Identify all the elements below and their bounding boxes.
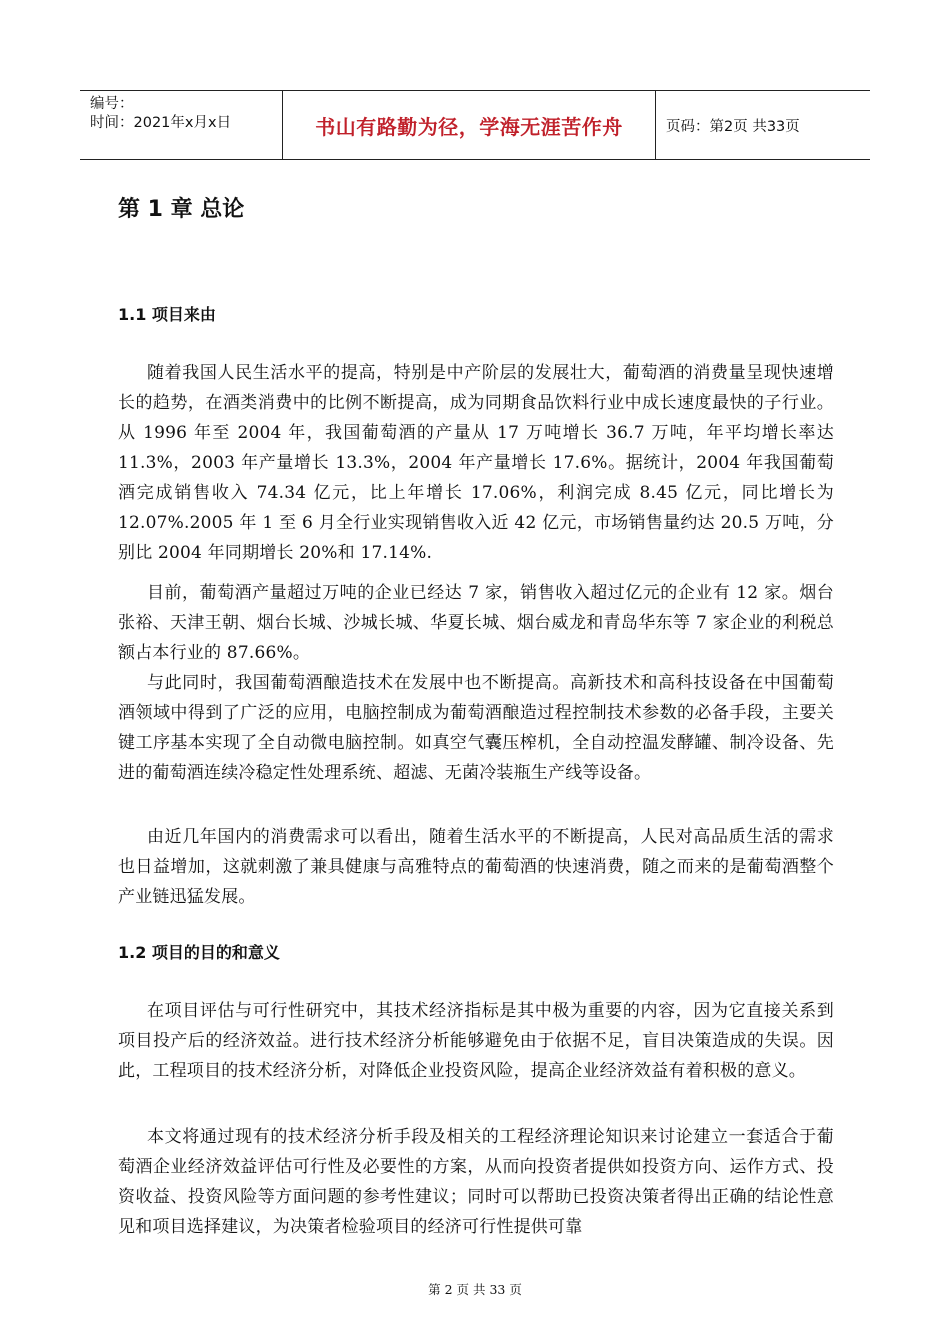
paragraph: 由近几年国内的消费需求可以看出，随着生活水平的不断提高，人民对高品质生活的需求也日益增加，这就刺激了兼具健康与高雅特点的葡萄酒的快速消费，随之而来的是葡萄酒整个产业链迅猛发展。	[118, 827, 834, 907]
paragraph: 目前，葡萄酒产量超过万吨的企业已经达 7 家，销售收入超过亿元的企业有 12 家。烟台张裕、天津王朝、烟台长城、沙城长城、华夏长城、烟台威龙和青岛华东等 7 家企业的利税总额占本行业的 87.66%。	[118, 583, 834, 663]
header-time: 时间：2021年x月x日	[90, 115, 232, 131]
page-footer: 第 2 页 共 33 页	[428, 1282, 522, 1297]
header-page-info: 页码：第2页 共33页	[666, 118, 800, 135]
paragraph: 与此同时，我国葡萄酒酿造技术在发展中也不断提高。高新技术和高科技设备在中国葡萄酒领域中得到了广泛的应用，电脑控制成为葡萄酒酿造过程控制技术参数的必备手段，主要关键工序基本实现了全自动微电脑控制。如真空气囊压榨机，全自动控温发酵罐、制冷设备、先进的葡萄酒连续冷稳定性处理系统、超滤、无菌冷装瓶生产线等设备。	[118, 673, 834, 783]
chapter-title: 第 1 章 总论	[118, 197, 245, 222]
section-heading: 1.1 项目来由	[118, 305, 216, 324]
header-meta	[80, 91, 282, 159]
serial-number: 编号：	[90, 96, 134, 112]
page-header	[80, 90, 870, 160]
paragraph: 随着我国人民生活水平的提高，特别是中产阶层的发展壮大，葡萄酒的消费量呈现快速增长的趋势，在酒类消费中的比例不断提高，成为同期食品饮料行业中成长速度最快的子行业。从 1996 年至 2004 年，我国葡萄酒的产量从 17 万吨增长 36.7 万吨，年平均增长率达 11.3%，2003 年产量增长 13.3%，2004 年产量增长 17.6%。据统计，2004 年我国葡萄酒完成销售收入 74.34 亿元，比上年增长 17.06%，利润完成 8.45 亿元，同比增长为 12.07%.2005 年 1 至 6 月全行业实现销售收入近 42 亿元，市场销售量约达 20.5 万吨，分别比 2004 年同期增长 20%和 17.14%.	[118, 363, 834, 563]
paragraph: 在项目评估与可行性研究中，其技术经济指标是其中极为重要的内容，因为它直接关系到项目投产后的经济效益。进行技术经济分析能够避免由于依据不足，盲目决策造成的失误。因此，工程项目的技术经济分析，对降低企业投资风险，提高企业经济效益有着积极的意义。	[118, 1001, 834, 1081]
header-motto: 书山有路勤为径，学海无涯苦作舟	[282, 91, 656, 159]
paragraph: 本文将通过现有的技术经济分析手段及相关的工程经济理论知识来讨论建立一套适合于葡萄酒企业经济效益评估可行性及必要性的方案，从而向投资者提供如投资方向、运作方式、投资收益、投资风险等方面问题的参考性建议；同时可以帮助已投资决策者得出正确的结论性意见和项目选择建议，为决策者检验项目的经济可行性提供可靠	[118, 1127, 834, 1237]
section-heading: 1.2 项目的目的和意义	[118, 943, 280, 962]
